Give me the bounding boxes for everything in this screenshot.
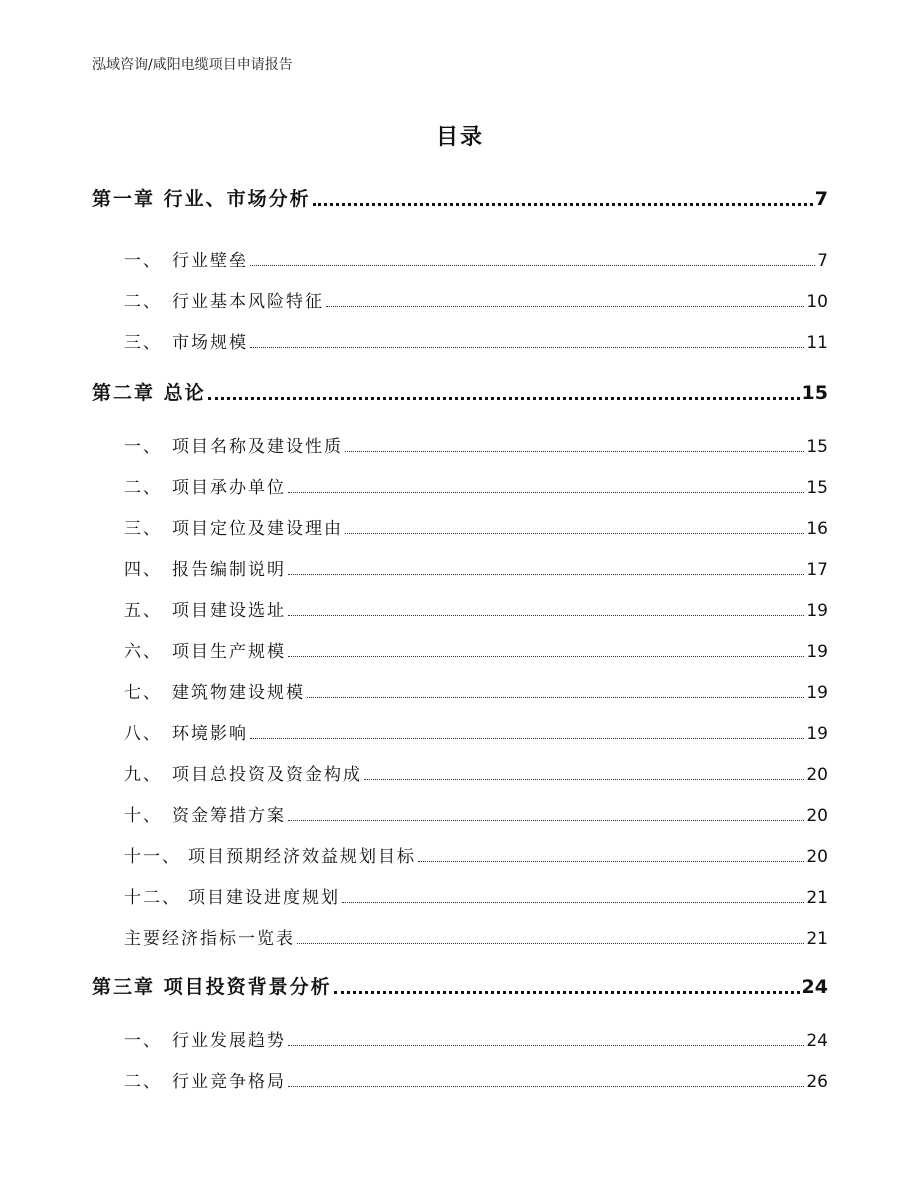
toc-chapter-2[interactable] (92, 378, 828, 405)
toc-chapter-3[interactable] (92, 972, 828, 999)
toc-entry-label: 环境影响 (172, 724, 248, 744)
toc-section[interactable] (124, 678, 828, 703)
leader-dots (288, 615, 804, 616)
document-header: 泓域咨询/咸阳电缆项目申请报告 (92, 57, 293, 73)
toc-entry-page: 20 (806, 806, 828, 826)
toc-entry-number: 二、 (124, 478, 162, 498)
leader-dots (288, 656, 804, 657)
toc-section[interactable] (124, 637, 828, 662)
toc-entry-number: 二、 (124, 292, 162, 312)
toc-entry-label: 项目建设进度规划 (188, 888, 340, 908)
toc-section[interactable] (124, 432, 828, 457)
toc-section[interactable] (124, 719, 828, 744)
toc-section[interactable] (124, 287, 828, 312)
toc-entry-label: 项目建设选址 (172, 601, 286, 621)
toc-entry-number: 十二、 (124, 888, 181, 908)
toc-entry-page: 11 (806, 333, 828, 353)
toc-section[interactable] (124, 473, 828, 498)
leader-dots (288, 492, 804, 493)
toc-entry-label: 第二章 总论 (92, 382, 206, 404)
leader-dots (288, 574, 804, 575)
leader-dots (250, 347, 804, 348)
toc-section[interactable] (124, 555, 828, 580)
toc-section[interactable] (124, 596, 828, 621)
leader-dots (208, 397, 800, 400)
toc-section[interactable] (124, 1067, 828, 1092)
toc-entry-page: 26 (806, 1072, 828, 1092)
toc-entry-number: 一、 (124, 1031, 162, 1051)
toc-entry-label: 主要经济指标一览表 (124, 929, 295, 949)
toc-entry-label: 项目承办单位 (172, 478, 286, 498)
toc-entry-number: 三、 (124, 333, 162, 353)
toc-entry-page: 15 (801, 382, 828, 404)
toc-entry-page: 19 (806, 683, 828, 703)
toc-section[interactable] (124, 328, 828, 353)
toc-entry-page: 10 (806, 292, 828, 312)
toc-entry-label: 建筑物建设规模 (172, 683, 305, 703)
toc-entry-page: 24 (806, 1031, 828, 1051)
toc-entry-number: 十、 (124, 806, 162, 826)
toc-entry-page: 19 (806, 601, 828, 621)
toc-entry-label: 行业壁垒 (172, 251, 248, 271)
toc-section[interactable] (124, 514, 828, 539)
toc-entry-page: 19 (806, 724, 828, 744)
toc-entry-label: 第三章 项目投资背景分析 (92, 976, 332, 998)
toc-entry-number: 六、 (124, 642, 162, 662)
toc-entry-label: 项目名称及建设性质 (172, 437, 343, 457)
toc-chapter-1[interactable] (92, 184, 828, 211)
leader-dots (288, 1086, 804, 1087)
leader-dots (345, 451, 804, 452)
toc-entry-label: 行业发展趋势 (172, 1031, 286, 1051)
toc-entry-page: 15 (806, 437, 828, 457)
page-title: 目录 (435, 125, 484, 150)
toc-section[interactable] (124, 760, 828, 785)
toc-entry-number: 九、 (124, 765, 162, 785)
toc-section[interactable] (124, 246, 828, 271)
leader-dots (250, 265, 815, 266)
toc-entry-label: 项目生产规模 (172, 642, 286, 662)
toc-entry-number: 四、 (124, 560, 162, 580)
toc-entry-page: 19 (806, 642, 828, 662)
toc-section[interactable] (124, 801, 828, 826)
toc-entry-label: 项目预期经济效益规划目标 (188, 847, 416, 867)
toc-entry-label: 项目定位及建设理由 (172, 519, 343, 539)
toc-entry-page: 16 (806, 519, 828, 539)
toc-entry-number: 一、 (124, 437, 162, 457)
toc-entry-label: 市场规模 (172, 333, 248, 353)
toc-entry-page: 17 (806, 560, 828, 580)
toc-section[interactable] (124, 1026, 828, 1051)
toc-entry-number: 八、 (124, 724, 162, 744)
toc-entry-number: 七、 (124, 683, 162, 703)
toc-entry-number: 三、 (124, 519, 162, 539)
toc-entry-label: 资金筹措方案 (172, 806, 286, 826)
leader-dots (307, 697, 804, 698)
toc-entry-label: 第一章 行业、市场分析 (92, 188, 311, 210)
leader-dots (250, 738, 804, 739)
toc-entry-page: 20 (806, 847, 828, 867)
leader-dots (313, 203, 813, 206)
leader-dots (342, 902, 804, 903)
toc-entry-page: 24 (801, 976, 828, 998)
toc-section[interactable] (124, 924, 828, 949)
toc-entry-label: 行业基本风险特征 (172, 292, 324, 312)
toc-entry-number: 一、 (124, 251, 162, 271)
leader-dots (288, 1045, 804, 1046)
toc-section[interactable] (124, 883, 828, 908)
toc-entry-page: 7 (817, 251, 828, 271)
toc-entry-number: 五、 (124, 601, 162, 621)
leader-dots (364, 779, 804, 780)
toc-entry-number: 二、 (124, 1072, 162, 1092)
toc-entry-number: 十一、 (124, 847, 181, 867)
toc-entry-page: 15 (806, 478, 828, 498)
toc-entry-page: 7 (814, 188, 828, 210)
toc-entry-page: 21 (806, 929, 828, 949)
toc-entry-label: 项目总投资及资金构成 (172, 765, 362, 785)
toc-entry-label: 行业竞争格局 (172, 1072, 286, 1092)
leader-dots (334, 991, 800, 994)
leader-dots (345, 533, 804, 534)
toc-entry-page: 21 (806, 888, 828, 908)
leader-dots (326, 306, 804, 307)
toc-entry-label: 报告编制说明 (172, 560, 286, 580)
toc-section[interactable] (124, 842, 828, 867)
leader-dots (418, 861, 804, 862)
leader-dots (297, 943, 804, 944)
leader-dots (288, 820, 804, 821)
toc-entry-page: 20 (806, 765, 828, 785)
